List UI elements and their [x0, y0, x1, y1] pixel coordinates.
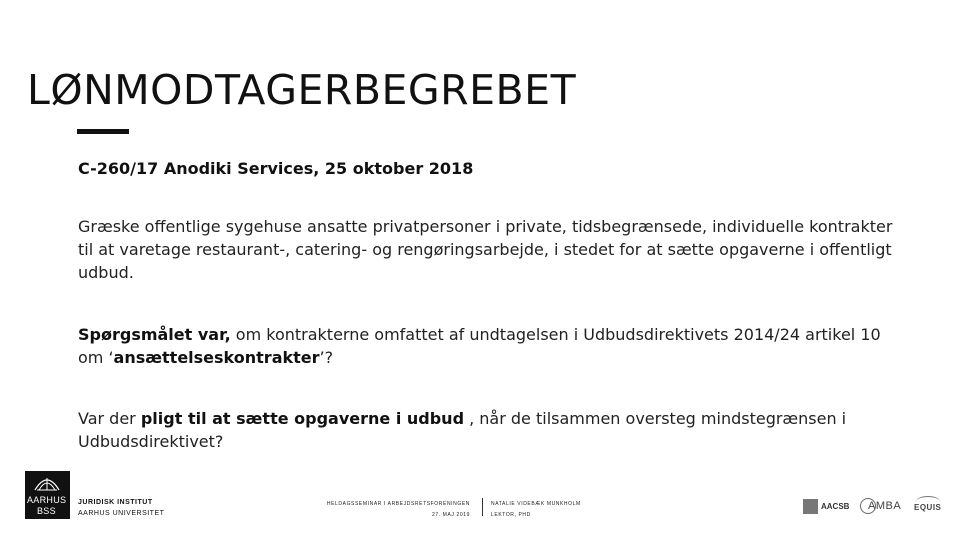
author-block	[491, 499, 581, 521]
footer-separator	[482, 498, 483, 516]
question-lead: Spørgsmålet var,	[78, 325, 231, 344]
obligation-line	[78, 407, 898, 430]
obligation-text: Var der	[78, 409, 141, 428]
paragraph-background: Græske offentlige sygehuse ansatte privatpersoner i private, tidsbegrænsede, individuelle kontrakter til at varetage restaurant-, catering- og rengøringsarbejde, i stedet for at sætte opgaverne i offentligt udbud.	[78, 217, 893, 282]
amba-label: AMBA	[868, 500, 902, 512]
event-name: HELDAGSSEMINAR I ARBEJDSRETSFORENINGEN	[326, 501, 470, 507]
obligation-emphasis: pligt til at sætte opgaverne i udbud	[140, 409, 465, 428]
aarhus-bss-logo	[25, 471, 70, 519]
university-name: AARHUS UNIVERSITET	[78, 510, 165, 517]
aacsb-mark-icon	[803, 499, 818, 514]
obligation-text-mid: , når de tilsammen oversteg mindstegrænsen i	[464, 409, 847, 428]
question-text-end: ’?	[319, 348, 334, 367]
question-emphasis: ansættelseskontrakter	[113, 348, 320, 367]
aacsb-label: AACSB	[821, 502, 850, 511]
title-underline	[77, 129, 129, 134]
logo-line2: BSS	[37, 506, 56, 516]
logo-line1: AARHUS	[27, 495, 67, 505]
university-emblem-icon	[33, 474, 61, 492]
aacsb-logo	[803, 496, 851, 518]
question-text: om kontrakterne omfattet af undtagelsen i Udbudsdirektivets 2014/24 artikel 10 om ‘	[78, 325, 881, 367]
paragraph-obligation	[78, 407, 898, 453]
paragraph-question	[78, 323, 898, 369]
department-name: JURIDISK INSTITUT	[78, 499, 153, 506]
case-subtitle: C-260/17 Anodiki Services, 25 oktober 2018	[78, 159, 474, 178]
equis-logo	[912, 496, 948, 518]
slide-title: LØNMODTAGERBEGREBET	[27, 66, 577, 114]
equis-label: EQUIS	[914, 503, 942, 512]
obligation-text-end: Udbudsdirektivet?	[78, 432, 224, 451]
event-block	[300, 499, 470, 521]
event-date: 27. MAJ 2019	[431, 512, 470, 518]
amba-logo	[860, 496, 906, 518]
department-block	[78, 497, 164, 519]
author-name: NATALIE VIDEBÆK MUNKHOLM	[491, 501, 581, 507]
author-title: LEKTOR, PHD	[491, 512, 531, 518]
